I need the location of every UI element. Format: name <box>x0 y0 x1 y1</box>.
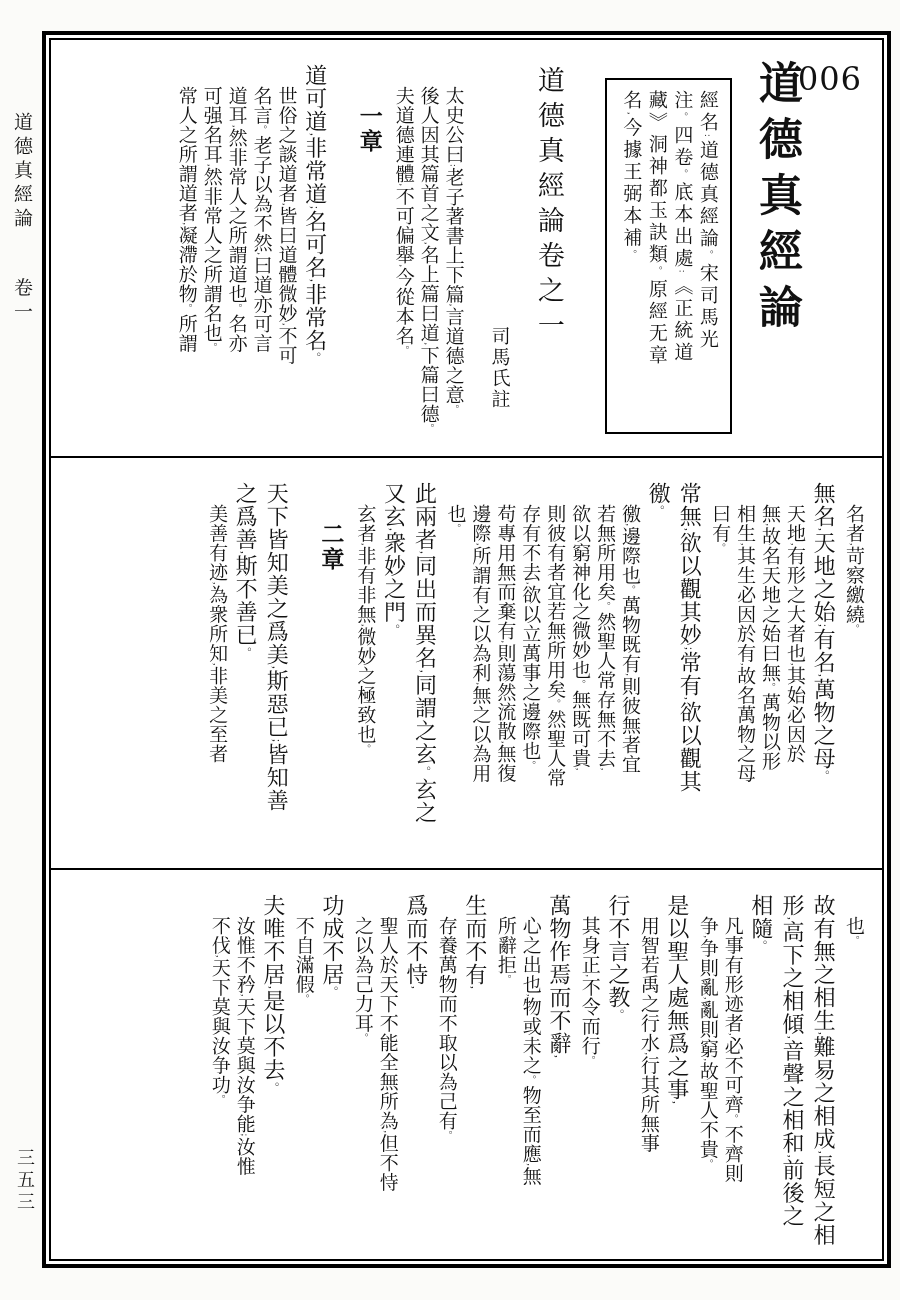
punctuation: 。 <box>726 1113 738 1125</box>
punctuation: 。 <box>714 543 726 554</box>
punctuation: 。 <box>418 765 431 779</box>
punctuation: , <box>266 986 279 990</box>
commentary-column: 苟專用無而棄有,則蕩然流散,無復 <box>494 504 516 783</box>
punctuation: 。 <box>524 1074 536 1086</box>
commentary-column: 名言。老子以為不然,曰道亦可言 <box>250 86 272 353</box>
punctuation: , <box>239 551 252 555</box>
punctuation: 。 <box>701 1158 713 1170</box>
punctuation: 。 <box>266 1081 279 1095</box>
punctuation: 。 <box>255 125 267 136</box>
punctuation: , <box>213 955 225 958</box>
commentary-column: 徼,邊際也。萬物既有,則彼無者宜 <box>619 504 641 774</box>
commentary-column: 玄者,非有非無,微妙之極致也。 <box>354 504 376 755</box>
chapter-heading: 一章 <box>356 104 382 154</box>
commentary-column: 可强名耳,然非常人之所謂名也。 <box>200 86 222 353</box>
commentary-column: 争,争則亂,亂則窮,故聖人不貴。 <box>696 916 718 1170</box>
commentary-column: 道耳,然非常人之所謂道也。名亦 <box>225 86 247 353</box>
band-middle <box>51 458 882 870</box>
commentary-column: 美善有迹,為衆所知,非美之至者 <box>206 504 228 764</box>
commentary-column: 名者,苛察繳繞。 <box>843 504 864 635</box>
punctuation: 。 <box>574 679 586 690</box>
punctuation: , <box>418 551 431 555</box>
commentary-column: 用智若禹之行水,行其所無事 <box>637 916 659 1153</box>
punctuation: , <box>381 1130 393 1134</box>
punctuation: , <box>785 917 798 921</box>
colophon-column: 藏》洞神都玉訣類。原經无章 <box>645 90 667 367</box>
punctuation: , <box>625 112 637 118</box>
commentary-column: 之以為己力耳。 <box>351 916 373 1044</box>
commentary-column: 無,故名天地之始曰無。萬物以形 <box>759 504 781 771</box>
punctuation: , <box>280 322 292 326</box>
punctuation: 。 <box>230 303 242 314</box>
punctuation: 。 <box>205 342 217 353</box>
punctuation: , <box>211 662 223 666</box>
scripture-column: 相隨。 <box>748 894 774 953</box>
punctuation: , <box>468 986 481 990</box>
punctuation: , <box>205 164 217 167</box>
commentary-column: 聖人於天下不能全無所為,但不恃 <box>376 916 398 1192</box>
scripture-column: 功成不居。 <box>319 894 345 999</box>
punctuation: , <box>788 662 800 666</box>
punctuation: 。 <box>180 303 192 314</box>
punctuation: , <box>387 528 400 532</box>
punctuation: , <box>701 935 713 939</box>
punctuation: , <box>270 666 283 670</box>
punctuation: : <box>701 134 713 140</box>
punctuation: 。 <box>611 1009 624 1022</box>
scripture-column: 道可道,非常道;名可名,非常名。 <box>302 64 328 365</box>
punctuation: , <box>848 543 859 546</box>
punctuation: 。 <box>754 940 767 953</box>
punctuation: 。 <box>213 1094 225 1105</box>
punctuation: , <box>683 697 696 701</box>
punctuation: , <box>624 523 636 527</box>
punctuation: , <box>238 994 250 997</box>
commentary-column: 心之出也,物或未之。物至而應,無 <box>519 916 541 1186</box>
band-bottom <box>51 870 882 1259</box>
punctuation: 。 <box>848 623 859 635</box>
punctuation: , <box>230 125 242 128</box>
punctuation: ; <box>238 1133 250 1137</box>
commentary-column: 其身正,不令而行。 <box>578 916 600 1066</box>
punctuation: 。 <box>356 1033 368 1044</box>
punctuation: , <box>211 582 223 585</box>
punctuation: , <box>785 1035 798 1040</box>
punctuation: , <box>280 203 292 206</box>
punctuation: , <box>739 662 751 666</box>
punctuation: 。 <box>359 743 371 755</box>
commentary-column: 汝惟不矜,天下莫與汝争能;汝惟 <box>233 916 255 1176</box>
punctuation: 。 <box>297 994 309 1005</box>
scripture-column: 生而不有, <box>462 894 488 990</box>
punctuation: , <box>642 1052 654 1056</box>
punctuation: , <box>683 528 696 532</box>
punctuation: 。 <box>440 1130 452 1141</box>
punctuation: , <box>817 1032 830 1036</box>
book-title: 道德真經論 <box>751 60 801 340</box>
punctuation: , <box>817 1150 830 1155</box>
punctuation: : <box>447 164 459 168</box>
commentary-column: 相生,其生必因於有,故名萬物之母 <box>734 504 756 783</box>
punctuation: , <box>817 528 830 532</box>
punctuation: , <box>583 974 595 978</box>
commentary-column: 不自滿假。 <box>292 916 314 1005</box>
commentary-column: 常人之所謂道者,凝滯於物。所謂 <box>175 86 197 353</box>
punctuation: 。 <box>387 623 400 637</box>
scripture-column: 是以聖人處無爲之事, <box>664 894 690 1105</box>
commentary-column: 曰有。 <box>709 504 731 554</box>
scripture-column: 之爲善,斯不善已。 <box>233 482 259 660</box>
punctuation: , <box>474 543 486 546</box>
punctuation: , <box>624 673 636 677</box>
punctuation: 。 <box>764 682 776 693</box>
commentary-column: 太史公曰:老子著書上下篇,言道德之意。 <box>442 86 464 415</box>
chapter-heading: 二章 <box>318 522 344 572</box>
margin-title <box>8 112 35 326</box>
punctuation: , <box>574 767 586 771</box>
punctuation: , <box>499 740 511 744</box>
scripture-column: 無名,天地之始;有名,萬物之母。 <box>811 482 837 783</box>
punctuation: 。 <box>701 249 713 263</box>
punctuation: 。 <box>625 249 637 263</box>
punctuation: , <box>499 640 511 644</box>
punctuation: , <box>422 242 434 245</box>
page-number: 三五三 <box>15 1148 35 1214</box>
scripture-column: 故有無之相生,難易之相成,長短之相 <box>811 894 837 1247</box>
commentary-column: 也。 <box>843 916 864 946</box>
commentary-column: 存養萬物而不取以為己有。 <box>435 916 457 1141</box>
punctuation: , <box>418 669 431 674</box>
punctuation: , <box>817 674 830 678</box>
punctuation: , <box>552 1055 565 1059</box>
colophon-column: 注。四卷。底本出處:《正統道 <box>671 90 693 364</box>
commentary-column: 後人因其篇首之文,名上篇曰道,下篇曰德。 <box>417 86 439 434</box>
commentary-column: 凡事有形迹者,必不可齊。不齊則 <box>721 916 743 1183</box>
punctuation: ; <box>270 738 283 744</box>
scripture-column: 常無,欲以觀其妙;常有,欲以觀其 <box>677 482 703 793</box>
punctuation: , <box>788 543 800 546</box>
commentary-column: 不伐,天下莫與汝争功。 <box>208 916 230 1105</box>
punctuation: 。 <box>422 423 434 434</box>
volume-title-column: 道德真經論卷之一 <box>533 66 564 346</box>
inner-frame <box>49 38 884 1261</box>
punctuation: , <box>524 1163 536 1167</box>
punctuation: , <box>726 1033 738 1036</box>
scripture-column: 又玄,衆妙之門。 <box>381 482 407 637</box>
scripture-column: 爲而不恃, <box>403 894 429 990</box>
margin-title-text: 道德真經論 <box>11 112 32 232</box>
commentary-column: 夫道德連體,不可偏舉,今從本名。 <box>392 86 414 356</box>
annotator-column: 司馬氏註 <box>488 326 510 410</box>
punctuation: ; <box>683 646 696 652</box>
band-top <box>51 40 882 458</box>
punctuation: 。 <box>449 523 461 534</box>
punctuation: , <box>409 986 422 990</box>
punctuation: , <box>359 543 371 546</box>
commentary-column: 欲以窮神化之微妙也。無既可貴, <box>569 504 591 771</box>
outer-frame <box>42 31 891 1268</box>
punctuation: 。 <box>499 974 511 985</box>
punctuation: : <box>676 269 688 276</box>
commentary-column: 天地,有形之大者也,其始必因於 <box>783 504 805 764</box>
margin-volume-text: 卷一 <box>11 277 32 326</box>
commentary-column: 世俗之談道者,皆曰道體微妙,不可 <box>275 86 297 365</box>
punctuation: , <box>701 1058 713 1062</box>
commentary-column: 則彼有者宜若無所用矣。然聖人常 <box>544 504 566 788</box>
punctuation: 。 <box>650 266 662 279</box>
punctuation: , <box>670 1101 683 1105</box>
punctuation: , <box>397 183 409 187</box>
punctuation: 。 <box>549 699 561 710</box>
scripture-column: 行不言之教。 <box>605 894 631 1022</box>
punctuation: 。 <box>652 505 665 518</box>
punctuation: , <box>447 303 459 307</box>
scripture-column: 形,高下之相傾,音聲之相和,前後之 <box>779 894 805 1228</box>
punctuation: 。 <box>599 601 611 612</box>
punctuation: 。 <box>397 345 409 356</box>
punctuation: 。 <box>817 769 830 783</box>
scripture-column: 萬物作焉而不辭, <box>546 894 572 1059</box>
punctuation: , <box>701 996 713 1000</box>
punctuation: 。 <box>239 646 252 660</box>
commentary-column: 若無所用矣。然聖人常存無不去, <box>594 504 616 771</box>
commentary-column: 存有不去,欲以立萬事之邊際也。 <box>519 504 541 771</box>
punctuation: , <box>524 582 536 585</box>
colophon-box <box>605 78 732 434</box>
punctuation: , <box>739 543 751 546</box>
scripture-column: 徼。 <box>646 482 672 518</box>
scripture-column: 天下皆知美之爲美,斯惡已;皆知善 <box>264 482 290 813</box>
commentary-column: 邊際,所謂有之以為利,無之以為用 <box>469 504 491 783</box>
punctuation: , <box>474 682 486 686</box>
punctuation: , <box>397 264 409 268</box>
punctuation: ; <box>308 205 321 211</box>
punctuation: 。 <box>447 404 459 415</box>
punctuation: , <box>599 767 611 771</box>
punctuation: , <box>308 133 321 137</box>
punctuation: , <box>785 1154 798 1159</box>
punctuation: ; <box>817 623 830 629</box>
punctuation: 。 <box>848 935 859 946</box>
punctuation: , <box>359 623 371 627</box>
commentary-column: 所辭拒。 <box>494 916 516 985</box>
colophon-column: 經名:道德真經論。宋司馬光 <box>696 90 718 351</box>
punctuation: , <box>180 222 192 226</box>
header-group <box>751 60 862 450</box>
punctuation: , <box>764 523 776 527</box>
punctuation: , <box>422 342 434 346</box>
colophon-column: 名,今據王弼本補。 <box>620 90 642 263</box>
punctuation: , <box>524 994 536 997</box>
scripture-column: 此兩者,同出而異名,同謂之玄。玄之 <box>412 482 438 825</box>
punctuation: 。 <box>676 112 688 125</box>
punctuation: 。 <box>325 986 338 999</box>
page-code: 006 <box>797 60 862 98</box>
punctuation: 。 <box>524 760 536 771</box>
punctuation: , <box>308 279 321 283</box>
scripture-column: 夫唯不居,是以不去。 <box>260 894 286 1095</box>
punctuation: 。 <box>624 584 636 596</box>
commentary-column: 也。 <box>444 504 466 534</box>
punctuation: 。 <box>583 1055 595 1066</box>
punctuation: 。 <box>676 168 688 182</box>
punctuation: 。 <box>308 351 321 365</box>
punctuation: , <box>255 252 267 256</box>
